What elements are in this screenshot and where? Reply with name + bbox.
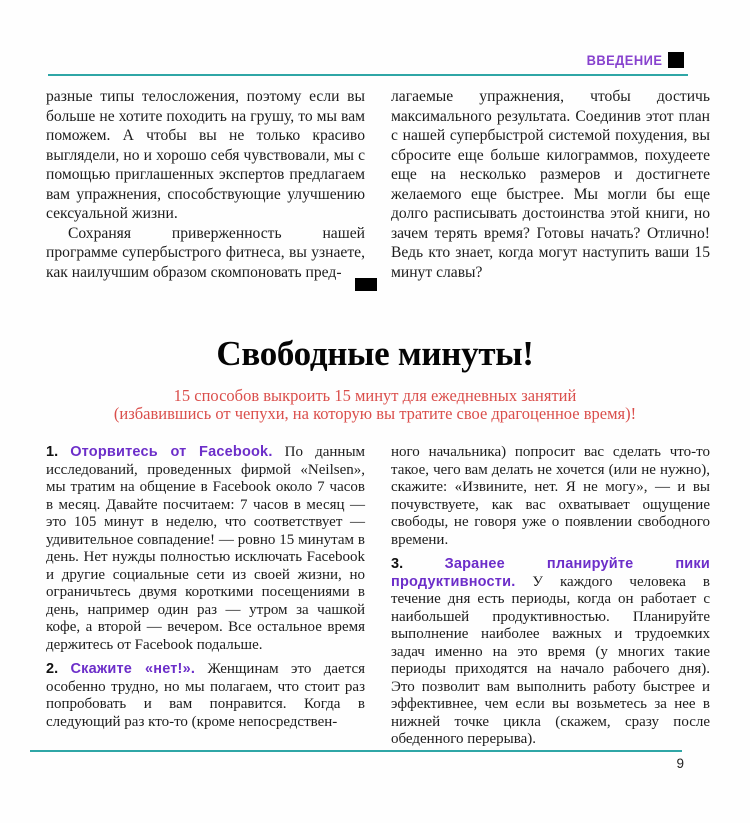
header-divider-line <box>48 74 688 76</box>
chapter-title: Свободные минуты! <box>216 334 534 373</box>
intro-right-column <box>391 87 710 282</box>
intro-paragraph: разные типы телосложения, поэтому если вы больше не хотите походить на грушу, то мы вам поможем. А чтобы вы не только красиво выглядели, но и хорошо себя чувствовали, мы с помощью приглашенных экспертов предлагаем вам упражнения, способствующие улучшению сексуальной жизни. <box>46 88 365 222</box>
intro-paragraph: лагаемые упражнения, чтобы достичь максимального результата. Соединив этот план с нашей супербыстрой системой похудения, вы сбросите еще больше килограммов, похудеете еще на несколько размеров и достигнете желаемого еще быстрее. Мы могли бы еще долго расписывать достоинства этой книги, но зачем терять время? Готовы начать? Отлично! Ведь кто знает, когда могут наступить ваши 15 минут славы? <box>391 88 710 281</box>
tip-3-number: 3. <box>391 556 404 572</box>
masthead <box>580 52 684 68</box>
tip-2-number: 2. <box>46 661 59 677</box>
intro-left-column <box>46 87 365 282</box>
section-label: ВВЕДЕНИЕ <box>586 52 662 68</box>
tip-1-number: 1. <box>46 444 59 460</box>
tip-3 <box>391 556 710 749</box>
tip-2-body: Женщинам это дается особенно трудно, но мы полагаем, что стоит раз попробовать и вам понравится. Когда в следующий раз кто-то (кроме непосредствен- <box>46 661 366 730</box>
section-break-marker <box>355 278 377 291</box>
tip-1-heading: Оторвитесь от Facebook. <box>70 444 273 460</box>
tip-1-body: По данным исследований, проведенных фирмой «Neilsen», мы тратим на общение в Facebook около 7 часов в месяц. Давайте посчитаем: 7 часов в месяц — это 105 минут в неделю, что соответствует — удивительное совпадение! — ровно 15 минутам в день. Нет нужды полностью исключать Facebook и другие социальные сети из своей жизни, но ограничьтесь двумя короткими посещениями в день, например один раз — утром за чашкой кофе, а второй — вечером. Все остальное время держитесь от Facebook подальше. <box>46 444 366 653</box>
page-number: 9 <box>676 756 684 771</box>
tips-section <box>46 444 710 749</box>
tip-2-heading: Скажите «нет!». <box>70 661 196 677</box>
intro-paragraph: Сохраняя приверженность нашей программе супербыстрого фитнеса, вы узнаете, как наилучшим образом скомпоновать пред- <box>46 224 365 281</box>
tip-3-body: У каждого человека в течение дня есть периоды, когда он работает с наибольшей продуктивностью. Планируйте выполнение наиболее важных и трудоемких задач именно на это время (у многих такие периоды приходятся на начало рабочего дня). Это позволит вам выполнить работу быстрее и эффективнее, чем если вы возьметесь за нее в нижней точке цикла (скажем, сразу после обеденного перерыва). <box>391 573 710 747</box>
tip-2-continuation: ного начальника) попросит вас сделать что-то такое, чего вам делать не хочется (или не нужно), скажите: «Извините, нет. Я не могу», — и вы почувствуете, как вас охватывает ощущение свободы, не говоря уже о появлении свободного времени. <box>391 444 710 548</box>
tip-2 <box>46 661 365 731</box>
tips-right-column <box>391 444 710 749</box>
subtitle-line-2: (избавившись от чепухи, на которую вы тратите свое драгоценное время)! <box>113 403 637 423</box>
subtitle-line-1: 15 способов выкроить 15 минут для ежедневных занятий <box>173 386 577 405</box>
square-marker-icon <box>668 52 684 68</box>
tips-left-column <box>46 444 365 749</box>
tip-1 <box>46 444 365 654</box>
tip-3-heading: Заранее планируйте пики продуктивности. <box>391 556 710 590</box>
intro-section <box>46 87 710 282</box>
footer-divider-line <box>30 750 682 752</box>
chapter-subtitle <box>0 387 750 422</box>
